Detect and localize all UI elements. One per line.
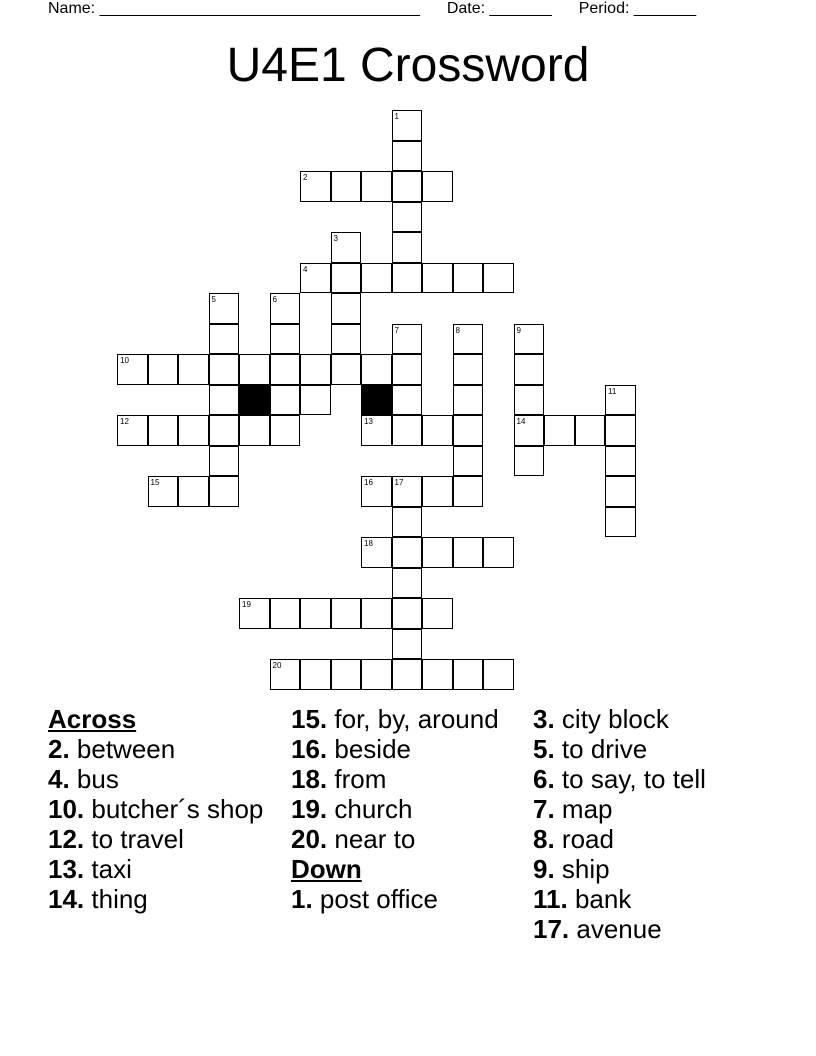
down-clue [533, 794, 773, 824]
grid-cell[interactable] [239, 598, 270, 629]
clue-number: 19 [242, 600, 251, 609]
grid-cell[interactable] [514, 385, 545, 416]
grid-cell[interactable] [331, 293, 362, 324]
clue-number-label: 5. [533, 734, 555, 764]
grid-cell[interactable] [239, 415, 270, 446]
clue-text: ship [554, 854, 610, 884]
grid-cell[interactable] [361, 598, 392, 629]
grid-cell[interactable] [270, 415, 301, 446]
grid-cell[interactable] [483, 537, 514, 568]
grid-cell[interactable] [453, 659, 484, 690]
grid-cell[interactable] [392, 141, 423, 172]
down-clue [533, 824, 773, 854]
clue-text: beside [327, 734, 411, 764]
grid-cell[interactable] [270, 324, 301, 355]
grid-cell[interactable] [209, 446, 240, 477]
clue-number-label: 14. [48, 884, 85, 914]
grid-cell[interactable] [331, 232, 362, 263]
grid-cell[interactable] [514, 324, 545, 355]
date-field-label[interactable]: Date: _______ [446, 0, 552, 17]
clue-number-label: 7. [533, 794, 555, 824]
grid-cell[interactable] [300, 385, 331, 416]
grid-cell[interactable] [300, 598, 331, 629]
grid-cell[interactable] [209, 476, 240, 507]
grid-cell[interactable] [514, 415, 545, 446]
clue-number: 17 [394, 478, 404, 487]
grid-cell[interactable] [392, 476, 423, 507]
grid-cell[interactable] [361, 537, 392, 568]
grid-cell[interactable] [422, 537, 453, 568]
grid-cell[interactable] [422, 171, 453, 202]
clue-number-label: 19. [291, 794, 328, 824]
clue-number-label: 13. [48, 854, 85, 884]
clue-number: 15 [150, 478, 160, 487]
grid-cell[interactable] [331, 171, 362, 202]
clue-text: bank [567, 884, 632, 914]
grid-cell[interactable] [392, 507, 423, 538]
grid-cell[interactable] [392, 659, 423, 690]
clue-text: avenue [569, 914, 662, 944]
grid-cell[interactable] [331, 598, 362, 629]
grid-cell[interactable] [270, 598, 301, 629]
clue-text: to travel [84, 824, 184, 854]
grid-cell[interactable] [392, 537, 423, 568]
clue-number-label: 4. [48, 764, 70, 794]
grid-cell[interactable] [453, 385, 484, 416]
clue-number: 7 [394, 325, 399, 335]
across-clue [48, 854, 278, 884]
grid-cell[interactable] [392, 415, 423, 446]
clue-number-label: 2. [48, 734, 70, 764]
across-clue [48, 734, 278, 764]
grid-cell[interactable] [361, 171, 392, 202]
clue-number: 16 [364, 478, 373, 487]
grid-cell[interactable] [453, 476, 484, 507]
black-cell [239, 385, 270, 416]
across-clue [291, 764, 521, 794]
grid-cell[interactable] [300, 659, 331, 690]
clue-number-label: 16. [291, 734, 328, 764]
clue-number: 12 [120, 417, 129, 426]
clue-number-label: 10. [48, 794, 85, 824]
grid-cell[interactable] [209, 354, 240, 385]
grid-cell[interactable] [148, 476, 179, 507]
grid-cell[interactable] [361, 476, 392, 507]
clue-text: city block [554, 704, 669, 734]
grid-cell[interactable] [178, 354, 209, 385]
grid-cell[interactable] [300, 171, 331, 202]
clues-column-2 [291, 704, 521, 914]
grid-cell[interactable] [422, 476, 453, 507]
clue-number-label: 20. [291, 824, 328, 854]
clue-text: thing [84, 884, 148, 914]
grid-cell[interactable] [422, 598, 453, 629]
grid-cell[interactable] [605, 415, 636, 446]
grid-cell[interactable] [148, 415, 179, 446]
grid-cell[interactable] [575, 415, 606, 446]
grid-cell[interactable] [605, 385, 636, 416]
clue-number: 1 [394, 112, 399, 121]
clue-number-label: 11. [533, 884, 568, 914]
grid-cell[interactable] [239, 354, 270, 385]
grid-cell[interactable] [270, 659, 301, 690]
grid-cell[interactable] [361, 415, 392, 446]
grid-cell[interactable] [331, 659, 362, 690]
grid-cell[interactable] [392, 629, 423, 660]
clue-number: 11 [608, 386, 617, 396]
page-title: U4E1 Crossword [226, 39, 590, 92]
down-clue [533, 914, 773, 944]
clue-number: 14 [516, 417, 526, 426]
grid-cell[interactable] [361, 263, 392, 294]
clue-number: 10 [120, 356, 129, 365]
grid-cell[interactable] [117, 415, 148, 446]
clue-text: to drive [554, 734, 648, 764]
across-clue [291, 734, 521, 764]
clue-text: near to [327, 824, 416, 854]
clue-text: bus [69, 764, 119, 794]
clue-number: 2 [303, 173, 308, 182]
grid-cell[interactable] [453, 537, 484, 568]
grid-cell[interactable] [453, 446, 484, 477]
grid-cell[interactable] [422, 415, 453, 446]
down-clue [533, 884, 773, 914]
down-clue [533, 704, 773, 734]
clue-text: map [554, 794, 613, 824]
grid-cell[interactable] [392, 568, 423, 599]
grid-cell[interactable] [331, 263, 362, 294]
grid-cell[interactable] [361, 354, 392, 385]
grid-cell[interactable] [422, 659, 453, 690]
name-field-label[interactable]: Name: ____________________________________ [48, 0, 420, 17]
grid-cell[interactable] [209, 415, 240, 446]
grid-cell[interactable] [392, 324, 423, 355]
grid-cell[interactable] [392, 598, 423, 629]
clue-number-label: 8. [533, 824, 555, 854]
clue-number: 9 [516, 325, 521, 335]
down-heading: Down [291, 854, 362, 884]
grid-cell[interactable] [270, 293, 301, 324]
clues-column-1 [48, 704, 278, 914]
clue-number-label: 17. [533, 914, 570, 944]
grid-cell[interactable] [392, 171, 423, 202]
grid-cell[interactable] [483, 263, 514, 294]
clue-text: for, by, around [327, 704, 499, 734]
across-clue [48, 824, 278, 854]
grid-cell[interactable] [605, 476, 636, 507]
clue-number-label: 6. [533, 764, 555, 794]
clue-number-label: 18. [291, 764, 328, 794]
grid-cell[interactable] [392, 385, 423, 416]
grid-cell[interactable] [514, 354, 545, 385]
grid-cell[interactable] [544, 415, 575, 446]
clue-number: 6 [272, 295, 277, 304]
across-clue [48, 794, 278, 824]
across-clue [291, 704, 521, 734]
across-heading: Across [48, 704, 137, 734]
down-clue [533, 734, 773, 764]
across-clue [291, 824, 521, 854]
grid-cell[interactable] [392, 232, 423, 263]
period-field-label[interactable]: Period: _______ [578, 0, 697, 17]
grid-cell[interactable] [331, 324, 362, 355]
clue-number-label: 3. [533, 704, 555, 734]
clue-text: post office [312, 884, 438, 914]
clue-number-label: 15. [291, 704, 328, 734]
clue-number-label: 9. [533, 854, 555, 884]
grid-cell[interactable] [392, 354, 423, 385]
down-clue [533, 854, 773, 884]
clue-number-label: 12. [48, 824, 85, 854]
clue-text: road [554, 824, 614, 854]
clue-text: church [327, 794, 413, 824]
grid-cell[interactable] [209, 293, 240, 324]
grid-cell[interactable] [392, 202, 423, 233]
clue-number: 18 [364, 539, 373, 548]
clue-number: 13 [364, 417, 373, 426]
grid-cell[interactable] [209, 385, 240, 416]
grid-cell[interactable] [422, 263, 453, 294]
grid-cell[interactable] [453, 263, 484, 294]
grid-cell[interactable] [361, 659, 392, 690]
clue-number-label: 1. [291, 884, 313, 914]
grid-cell[interactable] [392, 110, 423, 141]
grid-cell[interactable] [453, 415, 484, 446]
clue-number: 4 [303, 264, 308, 274]
clue-text: butcher´s shop [84, 794, 264, 824]
down-clue [291, 884, 521, 914]
clue-text: from [327, 764, 387, 794]
grid-cell[interactable] [270, 354, 301, 385]
across-clue [48, 884, 278, 914]
grid-cell[interactable] [605, 446, 636, 477]
across-clue [48, 764, 278, 794]
clue-text: taxi [84, 854, 132, 884]
grid-cell[interactable] [300, 354, 331, 385]
black-cell [361, 385, 392, 416]
clue-number: 20 [272, 661, 282, 670]
clue-number: 5 [211, 295, 216, 304]
grid-cell[interactable] [514, 446, 545, 477]
clue-text: to say, to tell [554, 764, 706, 794]
clue-number: 8 [455, 325, 460, 335]
grid-cell[interactable] [331, 354, 362, 385]
clues-column-3 [533, 704, 773, 944]
grid-cell[interactable] [483, 659, 514, 690]
grid-cell[interactable] [148, 354, 179, 385]
grid-cell[interactable] [178, 476, 209, 507]
across-clue [291, 794, 521, 824]
grid-cell[interactable] [605, 507, 636, 538]
clue-number: 3 [333, 234, 338, 243]
grid-cell[interactable] [300, 263, 331, 294]
grid-cell[interactable] [453, 354, 484, 385]
grid-cell[interactable] [178, 415, 209, 446]
grid-cell[interactable] [117, 354, 148, 385]
down-clue [533, 764, 773, 794]
grid-cell[interactable] [270, 385, 301, 416]
grid-cell[interactable] [453, 324, 484, 355]
grid-cell[interactable] [392, 263, 423, 294]
clue-text: between [69, 734, 176, 764]
grid-cell[interactable] [209, 324, 240, 355]
